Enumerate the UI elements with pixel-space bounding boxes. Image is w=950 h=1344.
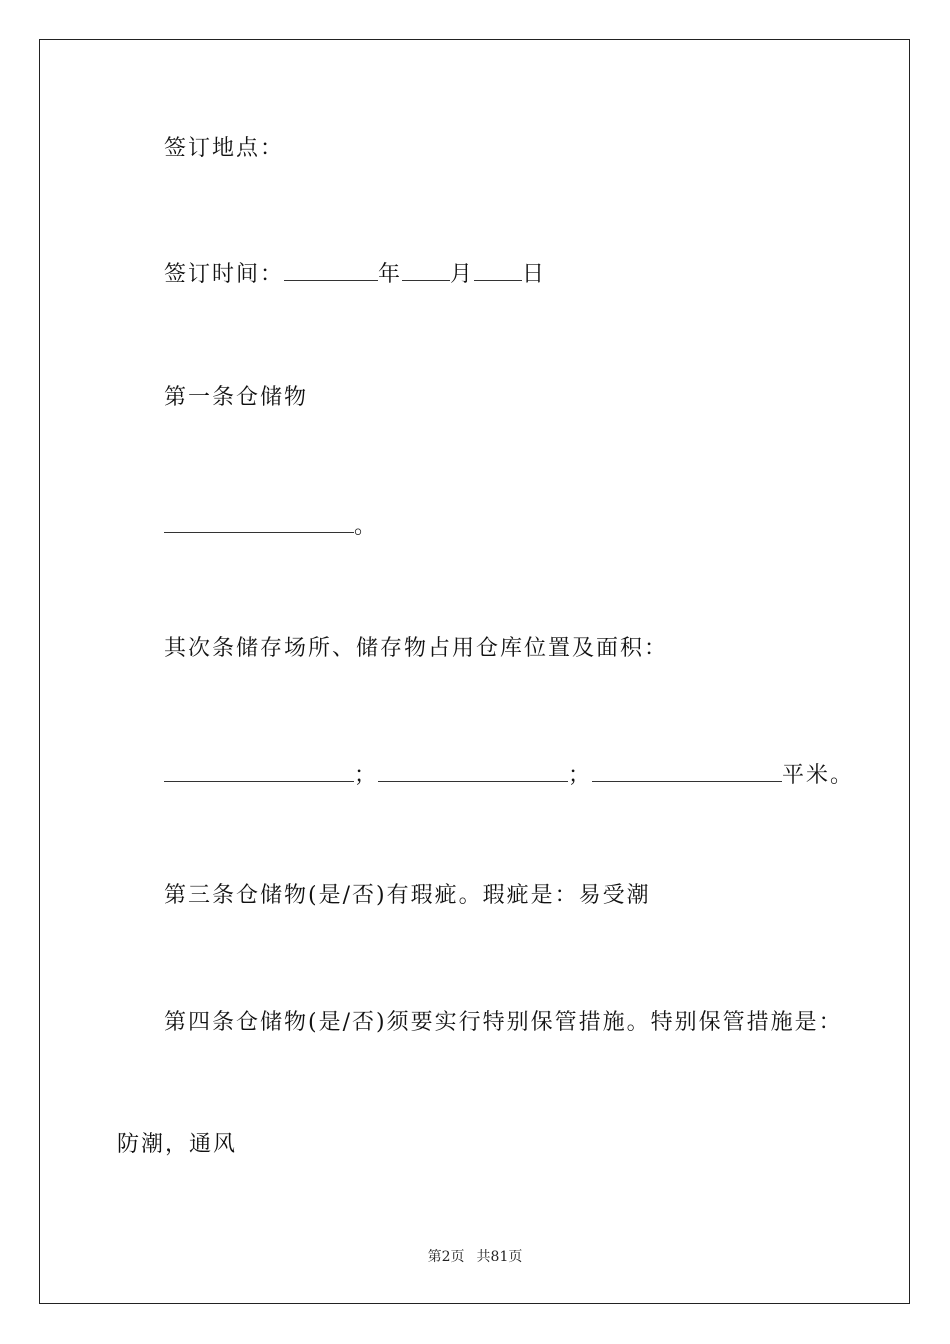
signing-place-line [164, 134, 284, 164]
separator-2: ； [568, 763, 593, 788]
article-1-text: 第一条仓储物 [164, 385, 309, 410]
article-3 [164, 881, 651, 911]
article-4-continuation [117, 1130, 237, 1160]
article-1-heading [164, 383, 308, 413]
year-blank [284, 258, 378, 281]
year-label: 年 [378, 262, 403, 287]
month-label: 月 [450, 262, 475, 287]
article-2-text: 其次条储存场所、储存物占用仓库位置及面积： [164, 636, 669, 661]
page-number: 第2页 [427, 1249, 465, 1265]
article-2-heading [164, 634, 668, 664]
article-4-cont-text: 防潮，通风 [117, 1132, 238, 1157]
goods-blank [164, 510, 354, 533]
signing-time-line [164, 258, 546, 290]
location-blank [164, 759, 354, 782]
signing-time-label: 签订时间： [164, 262, 285, 287]
article-2-blank-line [164, 759, 854, 791]
position-blank [378, 759, 568, 782]
article-4 [164, 1008, 843, 1038]
day-blank [474, 258, 522, 281]
signing-place-label: 签订地点： [164, 136, 285, 161]
page-total: 共81页 [476, 1249, 523, 1265]
month-blank [402, 258, 450, 281]
page-footer [0, 1246, 950, 1266]
article-1-end: 。 [354, 514, 379, 539]
page-border [39, 39, 910, 1304]
article-1-blank-line [164, 510, 378, 542]
day-label: 日 [522, 262, 547, 287]
separator-1: ； [354, 763, 379, 788]
area-unit: 平米。 [782, 763, 855, 788]
article-3-text: 第三条仓储物(是/否)有瑕疵。瑕疵是：易受潮 [164, 883, 651, 908]
area-blank [592, 759, 782, 782]
article-4-text: 第四条仓储物(是/否)须要实行特别保管措施。特别保管措施是： [164, 1010, 843, 1035]
